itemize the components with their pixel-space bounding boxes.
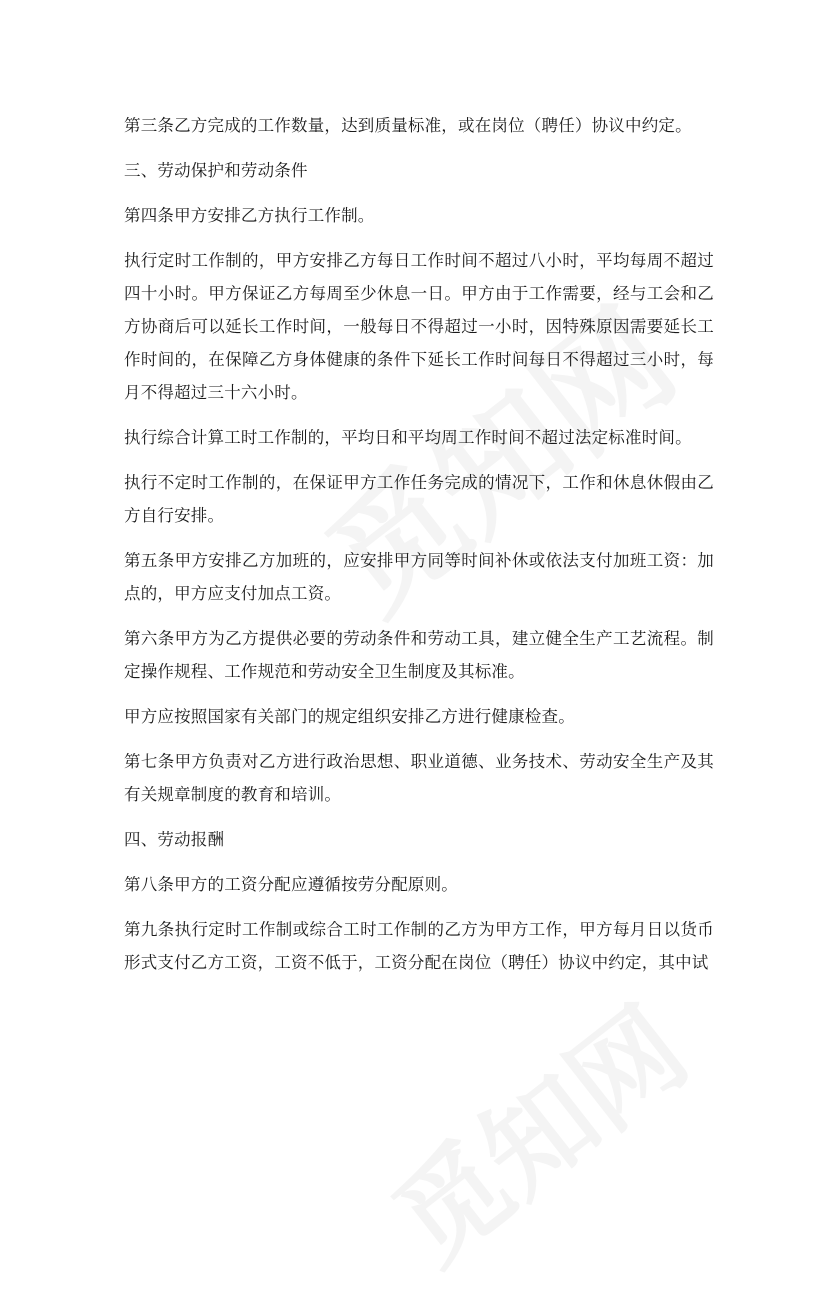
paragraph-comprehensive-hours: 执行综合计算工时工作制的，平均日和平均周工作时间不超过法定标准时间。 (124, 428, 692, 447)
paragraph-article-6: 第六条甲方为乙方提供必要的劳动条件和劳动工具，建立健全生产工艺流程。制定操作规程、工作规范和劳动安全卫生制度及其标准。 (124, 629, 714, 681)
watermark-logo-bottom (356, 965, 713, 1293)
paragraph-article-4: 第四条甲方安排乙方执行工作制。 (124, 206, 375, 225)
section-heading-labor-protection: 三、劳动保护和劳动条件 (124, 161, 308, 180)
paragraph-article-8: 第八条甲方的工资分配应遵循按劳分配原则。 (124, 875, 458, 894)
paragraph-health-check: 甲方应按照国家有关部门的规定组织安排乙方进行健康检查。 (124, 707, 575, 726)
paragraph-article-9: 第九条执行定时工作制或综合工时工作制的乙方为甲方工作，甲方每月日以货币形式支付乙方工资，工资不低于，工资分配在岗位（聘任）协议中约定，其中试 (124, 920, 714, 972)
paragraph-article-7: 第七条甲方负责对乙方进行政治思想、职业道德、业务技术、劳动安全生产及其有关规章制度的教育和培训。 (124, 752, 714, 804)
paragraph-standard-hours: 执行定时工作制的，甲方安排乙方每日工作时间不超过八小时，平均每周不超过四十小时。甲方保证乙方每周至少休息一日。甲方由于工作需要，经与工会和乙方协商后可以延长工作时间，一般每日不得超过一小时，因特殊原因需要延长工作时间的，在保障乙方身体健康的条件下延长工作时间每日不得超过三小时，每月不得超过三十六小时。 (124, 251, 714, 402)
paragraph-article-5: 第五条甲方安排乙方加班的，应安排甲方同等时间补休或依法支付加班工资：加点的，甲方应支付加点工资。 (124, 551, 714, 603)
section-heading-remuneration: 四、劳动报酬 (124, 830, 225, 849)
paragraph-article-3: 第三条乙方完成的工作数量，达到质量标准，或在岗位（聘任）协议中约定。 (124, 116, 692, 135)
document-body (124, 109, 714, 991)
paragraph-flexible-hours: 执行不定时工作制的，在保证甲方工作任务完成的情况下，工作和休息休假由乙方自行安排。 (124, 473, 714, 525)
